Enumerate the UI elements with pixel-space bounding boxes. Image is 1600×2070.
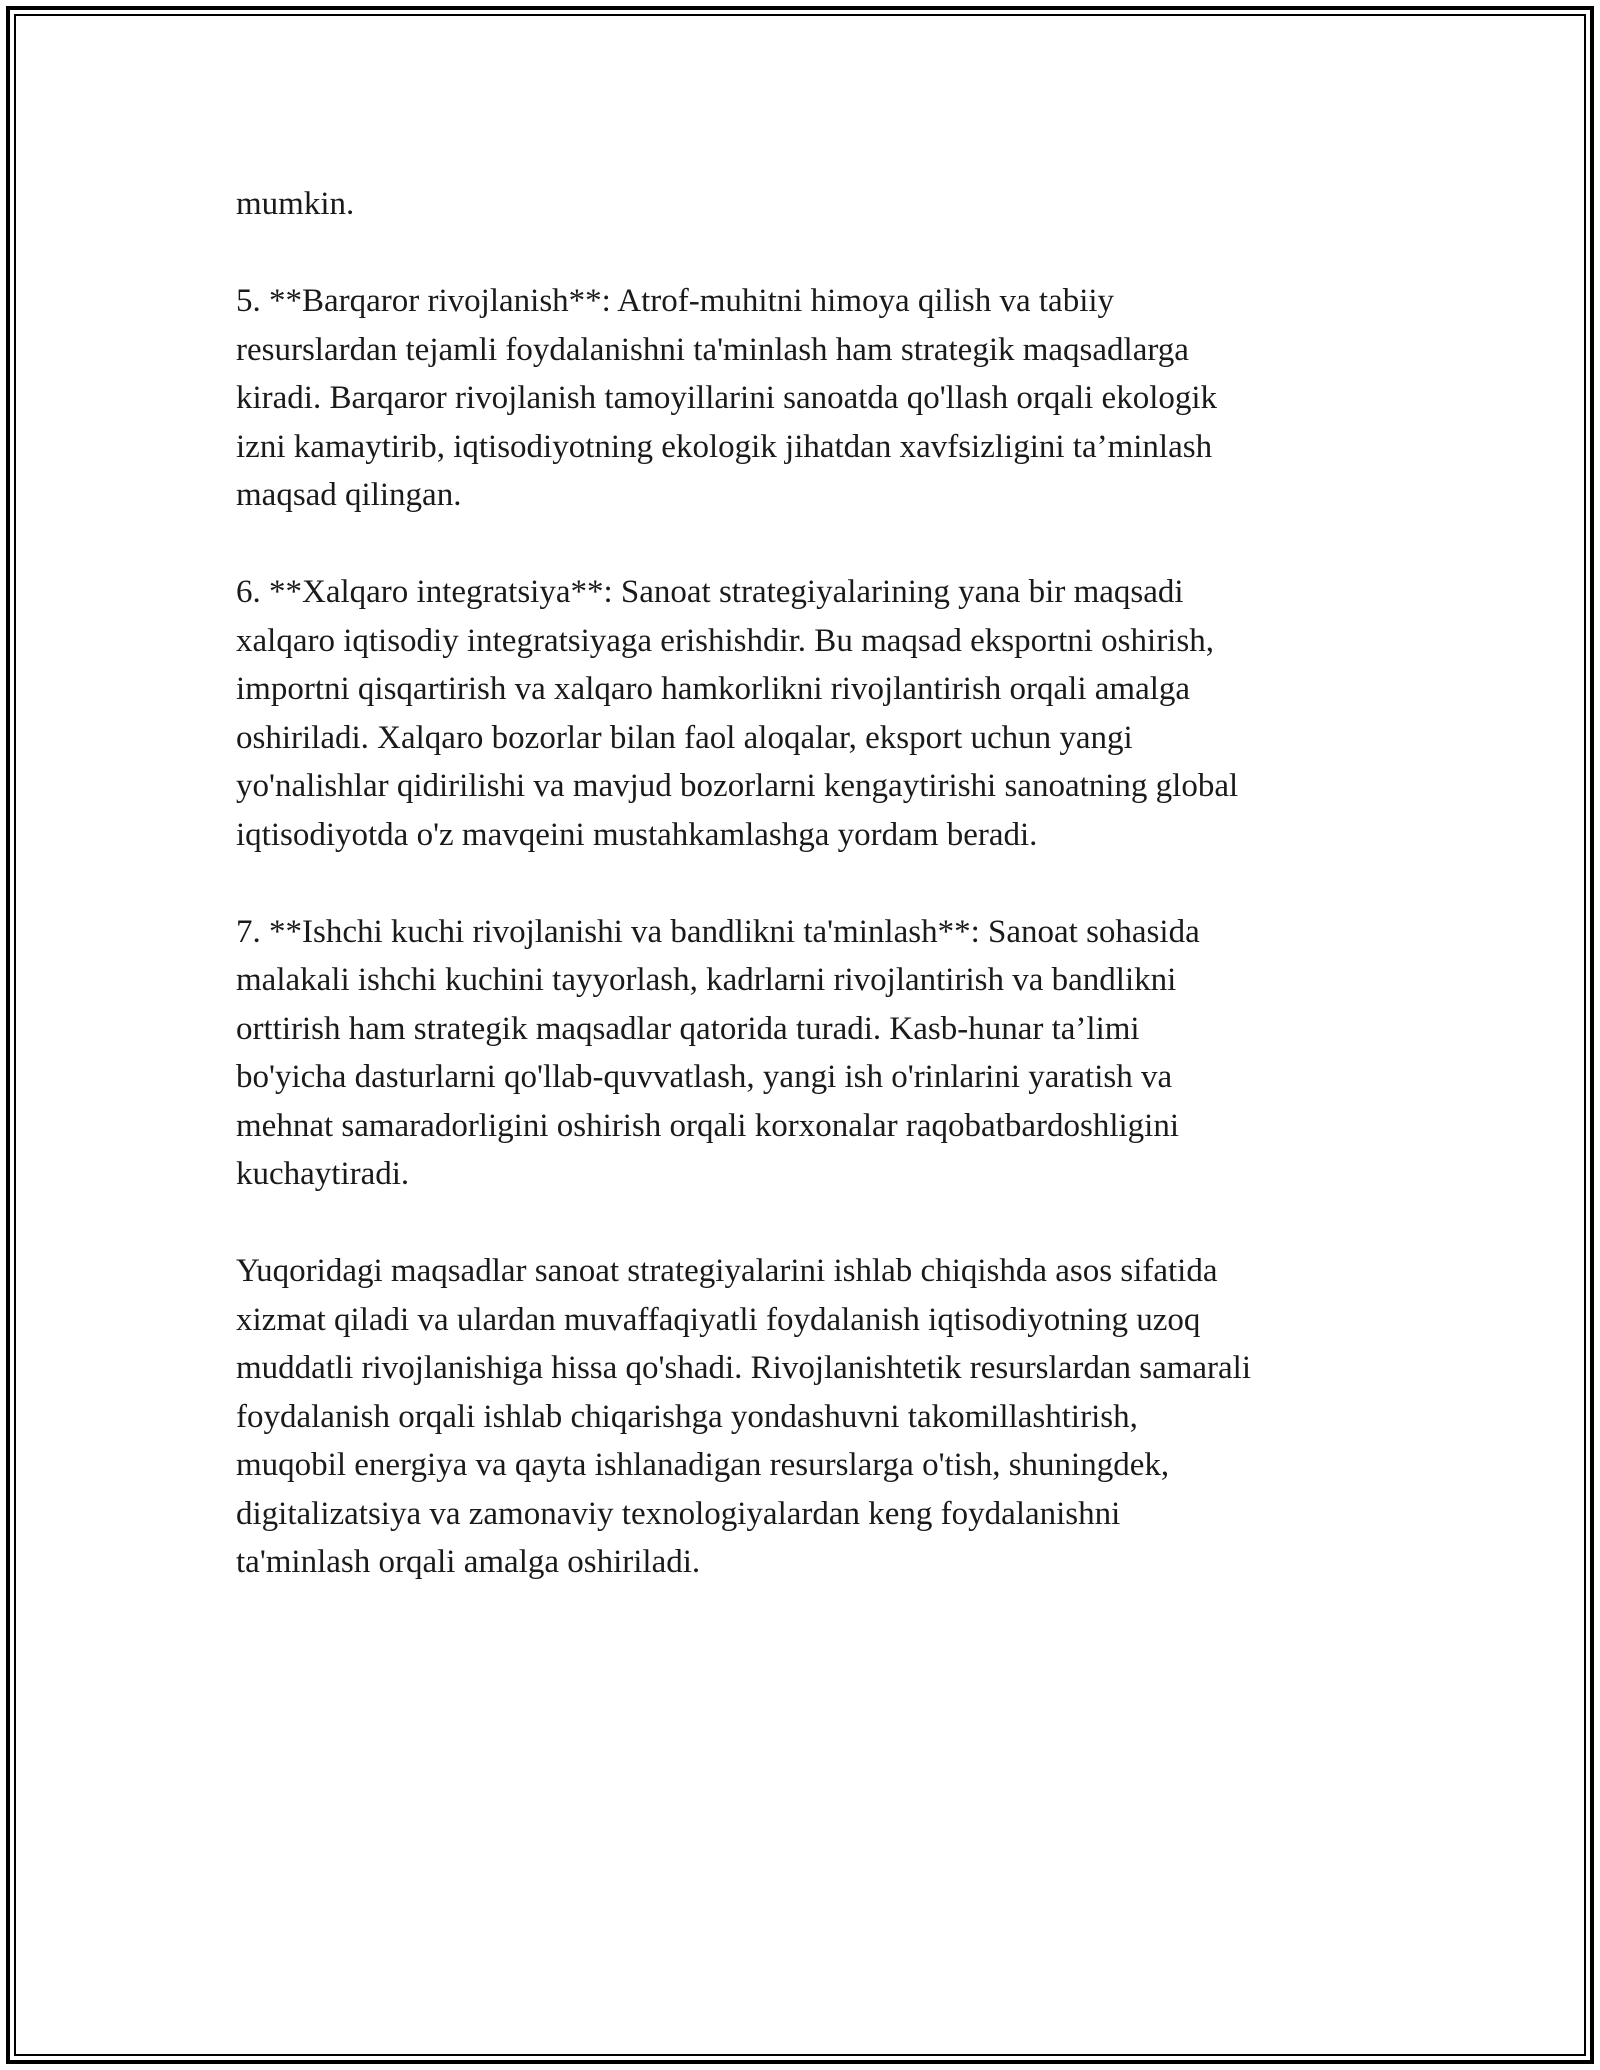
paragraph-item-6 — [236, 568, 1386, 859]
text-line: oshiriladi. Xalqaro bozorlar bilan faol aloqalar, eksport uchun yangi — [236, 719, 1133, 756]
text-line: xizmat qiladi va ulardan muvaffaqiyatli foydalanish iqtisodiyotning uzoq — [236, 1301, 1201, 1338]
text-line: foydalanish orqali ishlab chiqarishga yondashuvni takomillashtirish, — [236, 1398, 1138, 1435]
text-line: yo'nalishlar qidirilishi va mavjud bozorlarni kengaytirishi sanoatning global — [236, 768, 1239, 804]
text-line: importni qisqartirish va xalqaro hamkorlikni rivojlantirish orqali amalga — [236, 671, 1191, 707]
text-line: ta'minlash orqali amalga oshiriladi. — [236, 1544, 701, 1580]
text-line: muddatli rivojlanishiga hissa qo'shadi. Rivojlanishtetik resurslardan samarali — [236, 1350, 1252, 1386]
text-line: mumkin. — [236, 186, 355, 222]
text-line: resurslardan tejamli foydalanishni ta'minlash ham strategik maqsadlarga — [236, 331, 1189, 368]
paragraph-conclusion — [236, 1247, 1386, 1587]
text-line: bo'yicha dasturlarni qo'llab-quvvatlash, yangi ish o'rinlarini yaratish va — [236, 1059, 1173, 1095]
text-line: kiradi. Barqaror rivojlanish tamoyillarini sanoatda qo'llash orqali ekologik — [236, 380, 1218, 416]
text-line: digitalizatsiya va zamonaviy texnologiyalardan keng foydalanishni — [236, 1495, 1121, 1532]
text-line: iqtisodiyotda o'z mavqeini mustahkamlashga yordam beradi. — [236, 816, 1038, 853]
text-line: xalqaro iqtisodiy integratsiyaga erishishdir. Bu maqsad eksportni oshirish, — [236, 622, 1214, 659]
document-body — [236, 180, 1386, 1635]
text-line: 6. **Xalqaro integratsiya**: Sanoat strategiyalarining yana bir maqsadi — [236, 574, 1184, 610]
paragraph-item-5 — [236, 277, 1386, 520]
text-line: maqsad qilingan. — [236, 477, 462, 513]
text-line: 5. **Barqaror rivojlanish**: Atrof-muhitni himoya qilish va tabiiy — [236, 283, 1115, 319]
text-line: malakali ishchi kuchini tayyorlash, kadrlarni rivojlantirish va bandlikni — [236, 962, 1177, 998]
text-line: izni kamaytirib, iqtisodiyotning ekologik jihatdan xavfsizligini ta’minlash — [236, 428, 1213, 465]
text-line: orttirish ham strategik maqsadlar qatorida turadi. Kasb-hunar ta’limi — [236, 1010, 1140, 1047]
text-line: 7. **Ishchi kuchi rivojlanishi va bandlikni ta'minlash**: Sanoat sohasida — [236, 913, 1200, 950]
paragraph-item-7 — [236, 908, 1386, 1199]
text-line: kuchaytiradi. — [236, 1156, 410, 1192]
text-line: mehnat samaradorligini oshirish orqali korxonalar raqobatbardoshligini — [236, 1107, 1180, 1144]
text-line: Yuqoridagi maqsadlar sanoat strategiyalarini ishlab chiqishda asos sifatida — [236, 1253, 1218, 1289]
paragraph-continuation — [236, 180, 1386, 229]
text-line: muqobil energiya va qayta ishlanadigan resurslarga o'tish, shuningdek, — [236, 1447, 1170, 1483]
